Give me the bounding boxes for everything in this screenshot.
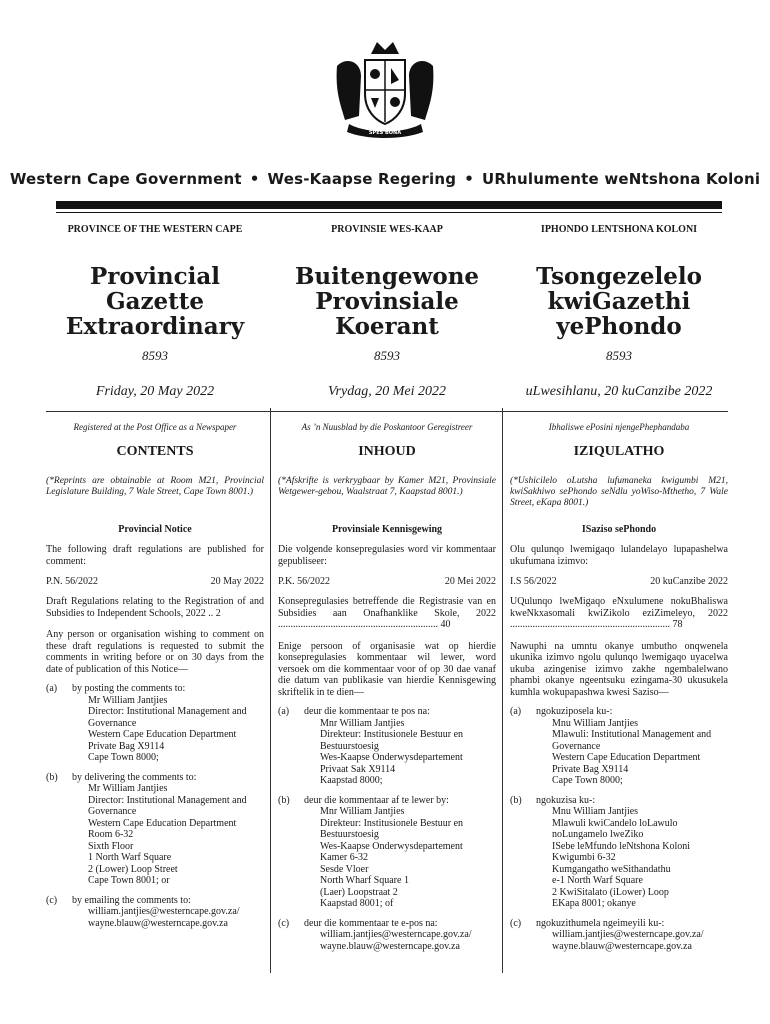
address-block — [304, 718, 496, 787]
address-line: william.jantjies@westerncape.gov.za/ — [552, 929, 704, 940]
notice-reference — [278, 576, 496, 596]
option-text: ngokuzisa ku-: — [536, 794, 596, 806]
option-label: (b) — [510, 794, 522, 806]
option-label: (a) — [278, 706, 290, 717]
notice-reference — [510, 576, 728, 596]
address-block — [536, 929, 728, 952]
masthead-column-english — [46, 218, 264, 408]
contents-column-english — [46, 422, 264, 937]
contents-heading: CONTENTS — [116, 444, 194, 459]
address-line: Direkteur: Institusionele Bestuur en Bestuurstoesig — [320, 817, 464, 840]
submission-option — [510, 918, 728, 953]
submission-option — [46, 683, 264, 764]
gazette-title — [278, 263, 496, 340]
option-text: ngokuziposela ku-: — [536, 706, 613, 717]
crest-motto: SPES BONA — [368, 130, 402, 136]
reprints-note: (*Afskrifte is verkrygbaar by Kamer M21, Provinsiale Wetgewer-gebou, Waalstraat 7, Kaapstad 8001.) — [278, 476, 496, 497]
notice-title: Draft Regulations relating to the Registration of and Subsidies to Independent Schools, 2022 .. 2 — [46, 596, 264, 619]
registered-note: Ibhaliswe ePosini njengePhephandaba — [548, 422, 690, 432]
address-line: Director: Institutional Management and Governance — [88, 706, 247, 729]
option-text: by emailing the comments to: — [72, 894, 191, 906]
address-line: (Laer) Loopstraat 2 — [320, 886, 398, 898]
address-line: Mnr William Jantjies — [320, 806, 405, 817]
address-block — [72, 906, 264, 929]
address-line: wayne.blauw@westerncape.gov.za — [320, 940, 460, 952]
option-content — [304, 795, 496, 910]
gazette-title-line-2: Extraordinary — [65, 313, 245, 340]
notice-title: Konsepregulasies betreffende die Registrasie van en Subsidies aan Onafhanklike Skole, 2022 ................................................................ 40 — [278, 596, 496, 630]
address-line: Direkteur: Institusionele Bestuur en Bestuurstoesig — [320, 729, 464, 752]
option-content — [72, 683, 264, 764]
submission-option — [278, 706, 496, 787]
address-line: Kamer 6-32 — [320, 852, 369, 863]
submission-options — [278, 706, 496, 952]
gazette-title-line-2: kwiGazethi yePhondo — [547, 288, 691, 340]
address-line: Kumgangatho weSithandathu — [552, 863, 671, 875]
address-line: ISebe leMfundo leNtshona Koloni — [552, 840, 691, 852]
notice-intro: Die volgende konsepregulasies word vir kommentaar gepubliseer: — [278, 544, 496, 567]
notice-intro: Olu qulunqo lwemigaqo lulandelayo lupapashelwa ukufumana izimvo: — [510, 544, 728, 567]
address-line: Sixth Floor — [88, 840, 134, 852]
notice-body: Nawuphi na umntu okanye umbutho onqwenela ukunika izimvo ngolu qulunqo lwemigaqo uyacelwa ukuba azingenise izimvo zakhe ngembalelwano phambi okanye ngeentsuku ezingama-30 ukusukela kumhla wokupapashwa kwesi Saziso— — [510, 640, 728, 698]
submission-option — [510, 706, 728, 787]
option-content — [304, 918, 496, 953]
notice-body: Enige persoon of organisasie wat op hierdie konsepregulasies kommentaar wil lewer, word versoek om die kommentaar voor of op 30 dae vanaf die datum van publikasie van hierdie Kennisgewing skriftelik in te dien— — [278, 640, 496, 698]
address-line: Kwigumbi 6-32 — [552, 852, 616, 863]
address-block — [72, 695, 264, 764]
gazette-title-line-1: Tsongezelelo — [536, 263, 702, 290]
address-line: Western Cape Education Department — [88, 817, 237, 829]
submission-option — [46, 895, 264, 930]
contents-column-afrikaans — [278, 422, 496, 960]
address-line: Kaapstad 8000; — [320, 775, 383, 786]
notice-heading: Provinsiale Kennisgewing — [331, 524, 443, 535]
option-label: (a) — [46, 683, 58, 694]
issue-date: Vrydag, 20 Mei 2022 — [328, 384, 446, 399]
submission-option — [278, 795, 496, 910]
gazette-title-line-1: Provincial Gazette — [90, 263, 220, 315]
option-label: (c) — [510, 917, 522, 929]
address-line: Western Cape Education Department — [88, 729, 237, 740]
address-line: Sesde Vloer — [320, 863, 369, 875]
address-line: 2 (Lower) Loop Street — [88, 863, 178, 875]
address-line: Western Cape Education Department — [552, 752, 701, 763]
address-line: Wes-Kaapse Onderwysdepartement — [320, 840, 463, 852]
address-line: Mnr William Jantjies — [320, 717, 405, 729]
masthead-column-afrikaans — [278, 218, 496, 408]
address-line: Director: Institutional Management and Governance — [88, 794, 247, 817]
address-line: Wes-Kaapse Onderwysdepartement — [320, 752, 463, 763]
option-label: (a) — [510, 706, 522, 717]
option-text: deur die kommentaar af te lewer by: — [304, 794, 449, 806]
notice-heading: ISaziso sePhondo — [581, 524, 657, 535]
submission-options — [46, 683, 264, 929]
gov-name-afrikaans: Wes-Kaapse Regering — [267, 170, 457, 188]
issue-number: 8593 — [374, 348, 400, 363]
address-line: e-1 North Warf Square — [552, 875, 643, 886]
address-line: william.jantjies@westerncape.gov.za/ — [320, 929, 472, 940]
address-block — [304, 929, 496, 952]
address-line: 2 KwiSitalato (iLower) Loop — [552, 886, 669, 898]
address-line: Kaapstad 8001; of — [320, 898, 394, 909]
address-block — [536, 806, 728, 910]
province-name: IPHONDO LENTSHONA KOLONI — [540, 224, 698, 235]
header-thin-rule — [56, 212, 722, 213]
option-text: deur die kommentaar te e-pos na: — [304, 917, 438, 929]
notice-body: Any person or organisation wishing to comment on these draft regulations is requested to submit the comments in writing before or on 30 days from the date of publication of this Notice— — [46, 629, 264, 675]
submission-options — [510, 706, 728, 952]
option-text: ngokuzithumela ngeimeyili ku-: — [536, 917, 665, 929]
notice-intro: The following draft regulations are published for comment: — [46, 544, 264, 567]
address-line: Cape Town 8000; — [88, 752, 159, 763]
province-name: PROVINSIE WES-KAAP — [331, 224, 443, 235]
notice-date: 20 Mei 2022 — [444, 576, 496, 587]
notice-number: P.N. 56/2022 — [46, 576, 98, 587]
address-line: Mlawuli: Institutional Management and Governance — [552, 729, 712, 752]
notice-title: UQulunqo lweMigaqo eNxulumene nokuBhaliswa kweNkxasomali kwiZikolo eziZimeleyo, 2022 ................................................................ 78 — [510, 596, 728, 630]
address-line: Mnu William Jantjies — [552, 806, 639, 817]
masthead-column-xhosa — [510, 218, 728, 408]
option-text: deur die kommentaar te pos na: — [304, 706, 430, 717]
option-label: (b) — [278, 794, 290, 806]
contents-column-xhosa — [510, 422, 728, 960]
address-line: Private Bag X9114 — [88, 740, 165, 752]
notice-date: 20 kuCanzibe 2022 — [650, 576, 728, 587]
registered-note: As ’n Nuusblad by die Poskantoor Geregistreer — [301, 422, 473, 432]
province-name: PROVINCE OF THE WESTERN CAPE — [67, 224, 243, 235]
government-names-line — [0, 170, 770, 188]
option-label: (c) — [278, 917, 290, 929]
reprints-note: (*Reprints are obtainable at Room M21, Provincial Legislature Building, 7 Wale Street, Cape Town 8001.) — [46, 476, 264, 497]
notice-reference — [46, 576, 264, 596]
address-line: Mlawuli kwiCandelo loLawulo noLungamelo lweZiko — [552, 817, 678, 840]
separator-bullet: • — [249, 170, 260, 188]
option-content — [536, 795, 728, 910]
contents-heading: IZIQULATHO — [573, 444, 665, 459]
address-line: Cape Town 8000; — [552, 775, 623, 786]
header-thick-rule — [56, 201, 722, 209]
issue-number: 8593 — [606, 348, 632, 363]
issue-date: Friday, 20 May 2022 — [95, 384, 215, 399]
coat-of-arms-crest — [327, 36, 443, 140]
address-line: wayne.blauw@westerncape.gov.za — [552, 940, 692, 952]
gov-name-xhosa: URhulumente weNtshona Koloni — [481, 170, 761, 188]
option-text: by posting the comments to: — [72, 683, 186, 694]
option-label: (b) — [46, 771, 58, 783]
submission-option — [46, 772, 264, 887]
notice-date: 20 May 2022 — [210, 576, 264, 587]
gov-name-english: Western Cape Government — [9, 170, 242, 188]
option-content — [304, 706, 496, 787]
address-line: Room 6-32 — [88, 829, 134, 840]
option-content — [536, 918, 728, 953]
separator-bullet: • — [464, 170, 474, 188]
section-divider — [46, 411, 728, 412]
issue-number: 8593 — [142, 348, 168, 363]
option-content — [536, 706, 728, 787]
address-block — [72, 783, 264, 887]
address-line: william.jantjies@westerncape.gov.za/ — [88, 906, 240, 917]
address-line: Mnu William Jantjies — [552, 717, 639, 729]
address-line: Mr William Jantjies — [88, 694, 168, 706]
column-rule — [270, 408, 271, 973]
address-line: 1 North Warf Square — [88, 852, 172, 863]
registered-note: Registered at the Post Office as a Newspaper — [73, 422, 237, 432]
option-content — [72, 772, 264, 887]
gazette-title-line-1: Buitengewone — [294, 263, 480, 290]
submission-option — [510, 795, 728, 910]
option-text: by delivering the comments to: — [72, 771, 197, 783]
notice-heading: Provincial Notice — [118, 524, 192, 535]
notice-number: P.K. 56/2022 — [278, 576, 330, 587]
address-line: Mr William Jantjies — [88, 783, 168, 794]
submission-option — [278, 918, 496, 953]
address-block — [304, 806, 496, 910]
reprints-note: (*Ushicilelo oLutsha lufumaneka kwigumbi M21, kwiSakhiwo sePhondo seNdlu yoWiso-Mthetho, 7 Wale Street, eKapa 8001.) — [510, 476, 728, 508]
gazette-title-line-2: Provinsiale Koerant — [315, 288, 459, 340]
address-line: Cape Town 8001; or — [88, 875, 170, 886]
option-label: (c) — [46, 894, 58, 906]
column-rule — [502, 408, 503, 973]
address-line: Privaat Sak X9114 — [320, 763, 396, 775]
issue-date: uLwesihlanu, 20 kuCanzibe 2022 — [525, 384, 713, 399]
gazette-title — [46, 263, 264, 340]
gazette-title — [510, 263, 728, 340]
notice-number: I.S 56/2022 — [510, 576, 557, 587]
address-block — [536, 718, 728, 787]
address-line: Private Bag X9114 — [552, 763, 629, 775]
address-line: North Wharf Square 1 — [320, 875, 409, 886]
option-content — [72, 895, 264, 930]
contents-heading: INHOUD — [358, 444, 416, 459]
address-line: wayne.blauw@westerncape.gov.za — [88, 917, 228, 929]
address-line: EKapa 8001; okanye — [552, 898, 636, 909]
